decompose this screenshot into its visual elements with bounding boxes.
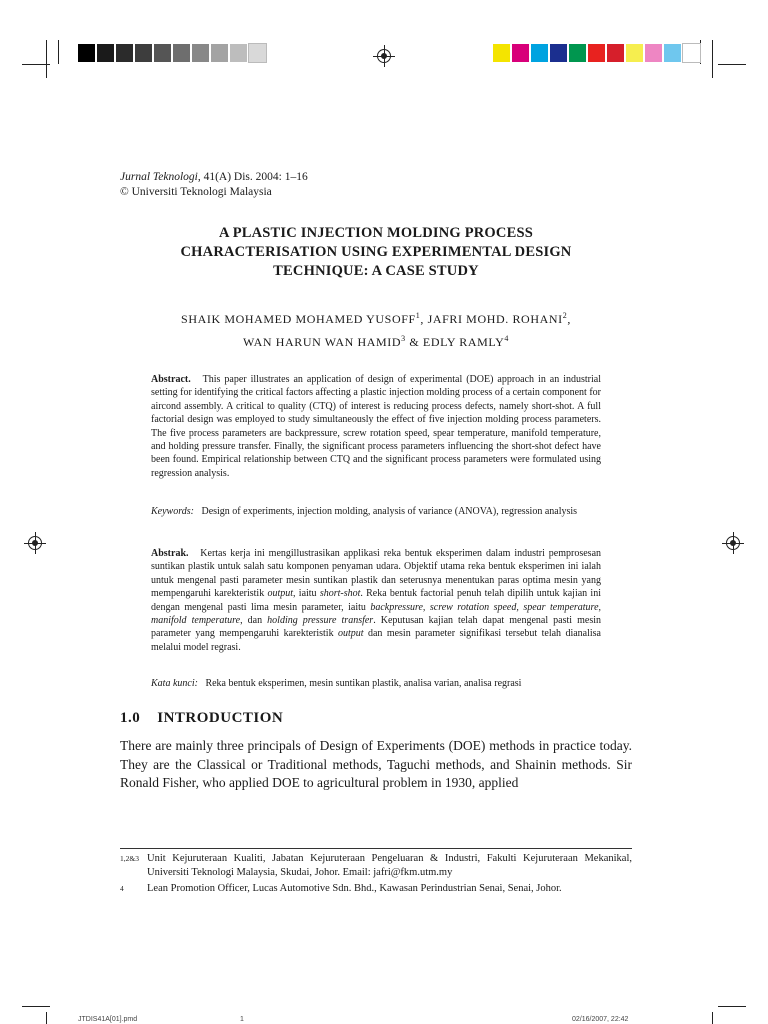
author-list	[120, 306, 632, 352]
gray-swatch	[192, 44, 209, 62]
abstrak-i5: output	[338, 628, 364, 640]
crop-mark-tl-h	[22, 64, 50, 65]
crop-mark-br-h	[718, 1006, 746, 1007]
color-swatch	[683, 44, 700, 62]
abstrak-p3: . Reka bentuk factorial penuh telah dipilih untuk kajian ini dengan mengenal pasti lima mesin parameter, iaitu	[151, 588, 601, 613]
abstrak-p2: , iaitu	[293, 588, 320, 600]
gray-swatch	[154, 44, 171, 62]
section-heading-introduction: 1.0 INTRODUCTION	[120, 710, 284, 726]
journal-header	[120, 170, 308, 200]
author-3-affil: 3	[401, 334, 406, 343]
abstrak-i1: output	[267, 588, 294, 600]
footnote-2-text: Lean Promotion Officer, Lucas Automotive Sdn. Bhd., Kawasan Perindustrian Senai, Senai, Johor.	[147, 883, 562, 894]
gray-swatch	[230, 44, 247, 62]
journal-publisher: © Universiti Teknologi Malaysia	[120, 186, 272, 198]
abstrak	[151, 547, 601, 654]
author-3: WAN HARUN WAN HAMID	[242, 335, 402, 349]
registration-mark-right	[722, 532, 744, 554]
crop-mark-tr-v2	[700, 40, 701, 64]
abstrak-i3: backpressure, screw rotation speed, spear temperature, manifold temperature	[151, 601, 602, 627]
author-1-affil: 1	[415, 311, 421, 320]
gray-swatch	[116, 44, 133, 62]
color-swatch	[550, 44, 567, 62]
journal-name: Jurnal Teknologi	[120, 171, 198, 183]
kata-kunci-text: Reka bentuk eksperimen, mesin suntikan plastik, analisa varian, analisa regrasi	[205, 678, 522, 689]
author-2-tail: ,	[567, 312, 571, 326]
crop-mark-tl-v	[46, 40, 47, 78]
color-swatch	[626, 44, 643, 62]
author-line-2	[120, 329, 632, 352]
gray-swatch	[173, 44, 190, 62]
crop-mark-tl-v2	[58, 40, 59, 64]
color-swatch	[512, 44, 529, 62]
abstrak-p1: Kertas kerja ini mengillustrasikan applikasi reka bentuk eksperimen dalam industri pemprosesan suntikan plastik untuk salah satu komponen penyaman udara. Objektif utama reka bentuk eksperimen ini ialah untuk mengenal pasti parameter mesin suntikan plastik dan seterusnya menentukan paras optima mesin yang mempengaruhi karekteristik	[151, 548, 602, 600]
title-line-2: CHARACTERISATION USING EXPERIMENTAL DESIGN	[180, 244, 572, 260]
color-swatch	[588, 44, 605, 62]
author-line-1	[120, 306, 632, 329]
abstract-text: This paper illustrates an application of design of experimental (DOE) approach in an industrial setting for identifying the critical factors affecting a plastic injection molding process of a certain component for aircond assembly. A critical to quality (CTQ) of interest is reducing process defects, namely short-shot. A full factorial design was employed to study simultaneously the effect of five injection molding process parameters. The five process parameters are backpressure, screw rotation speed, spear temperature, manifold temperature, and holding pressure transfer. Finally, the significant process parameters influencing the short-shot defect have been found. Empirical relationship between CTQ and the significant process parameters were formulated using regression analysis.	[151, 374, 601, 479]
abstrak-i4: holding pressure transfer	[267, 615, 374, 627]
kata-kunci	[151, 677, 601, 690]
footnote-rule	[120, 848, 632, 849]
author-2-affil: 2	[562, 311, 568, 320]
journal-citation	[120, 170, 308, 185]
keywords-label: Keywords:	[151, 506, 194, 517]
abstrak-p6: dan mesin parameter signifikasi tersebut telah dianalisa melalui model regrasi.	[151, 628, 601, 653]
footnote-1-mark: 1,2&3	[120, 854, 139, 863]
title-line-3: TECHNIQUE: A CASE STUDY	[273, 263, 479, 279]
gray-swatch	[135, 44, 152, 62]
gray-swatch	[97, 44, 114, 62]
author-4: & EDLY RAMLY	[405, 335, 505, 349]
color-swatch	[664, 44, 681, 62]
keywords-text: Design of experiments, injection molding, analysis of variance (ANOVA), regression analysis	[201, 506, 578, 517]
color-swatch	[493, 44, 510, 62]
author-2: , JAFRI MOHD. ROHANI	[420, 312, 563, 326]
gray-swatch	[249, 44, 266, 62]
slug-file: JTDIS41A[01].pmd	[78, 1016, 138, 1023]
registration-mark-left	[24, 532, 46, 554]
crop-mark-bl-h	[22, 1006, 50, 1007]
abstract	[151, 373, 601, 480]
crop-mark-tr-h	[718, 64, 746, 65]
journal-issue: , 41(A) Dis. 2004: 1–16	[197, 171, 308, 183]
footnote-1-text: Unit Kejuruteraan Kualiti, Jabatan Kejuruteraan Pengeluaran & Industri, Fakulti Kejuruteraan Mekanikal, Universiti Teknologi Malaysia, Skudai, Johor. Email: jafri@fkm.utm.my	[147, 853, 632, 878]
author-1: SHAIK MOHAMED MOHAMED YUSOFF	[181, 312, 416, 326]
color-swatch	[645, 44, 662, 62]
abstrak-i2: short-shot	[319, 588, 361, 600]
crop-mark-tr-v	[712, 40, 713, 78]
abstrak-label: Abstrak.	[151, 548, 189, 559]
gray-swatch	[211, 44, 228, 62]
registration-mark-top	[373, 45, 395, 67]
crop-mark-br-v	[712, 1012, 713, 1024]
title-line-1: A PLASTIC INJECTION MOLDING PROCESS	[219, 225, 533, 241]
keywords	[151, 505, 601, 518]
paper-title	[120, 224, 632, 281]
color-swatch	[607, 44, 624, 62]
footnote-2	[120, 882, 632, 896]
abstrak-p4: , dan	[240, 615, 268, 627]
slug-page: 1	[240, 1016, 244, 1023]
slug-date: 02/16/2007, 22:42	[572, 1016, 629, 1023]
crop-mark-bl-v	[46, 1012, 47, 1024]
author-4-affil: 4	[504, 334, 509, 343]
abstract-label: Abstract.	[151, 374, 191, 385]
introduction-text: There are mainly three principals of Design of Experiments (DOE) methods in practice today. They are the Classical or Traditional methods, Taguchi methods, and Shainin methods. Sir Ronald Fisher, who applied DOE to agricultural problem in 1930, applied	[120, 738, 632, 790]
color-swatch	[569, 44, 586, 62]
kata-kunci-label: Kata kunci:	[151, 678, 198, 689]
abstrak-p5: . Keputusan kajian telah dapat mengenal pasti mesin parameter yang mempengaruhi karekteristik	[151, 615, 601, 640]
color-swatch	[531, 44, 548, 62]
footnote-1	[120, 852, 632, 880]
gray-swatch	[78, 44, 95, 62]
footnote-2-mark: 4	[120, 884, 124, 893]
